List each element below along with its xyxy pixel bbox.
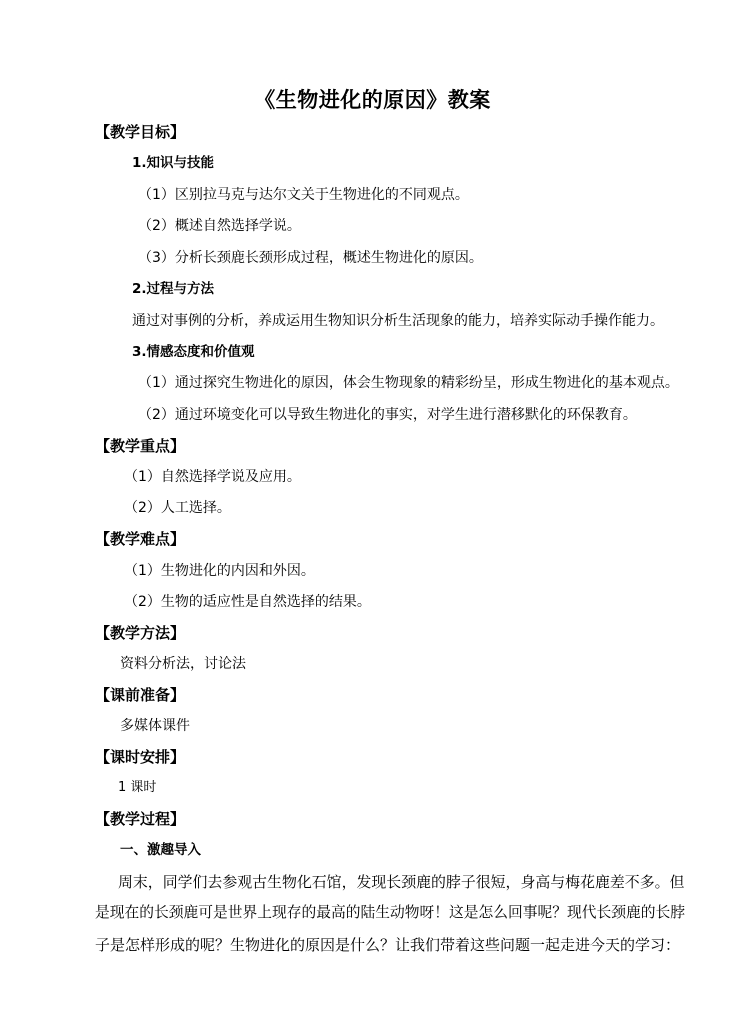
knowledge-item: （3）分析长颈鹿长颈形成过程，概述生物进化的原因。	[138, 250, 483, 266]
attitude-item: （1）通过探究生物进化的原因，体会生物现象的精彩纷呈，形成生物进化的基本观点。	[138, 375, 679, 391]
objectives-heading: 【教学目标】	[95, 123, 186, 141]
document-title: 《生物进化的原因》教案	[254, 87, 491, 112]
intro-paragraph-line: 子是怎样形成的呢？生物进化的原因是什么？让我们带着这些问题一起走进今天的学习：	[95, 936, 681, 954]
knowledge-heading: 1.知识与技能	[132, 155, 215, 171]
schedule-heading: 【课时安排】	[95, 748, 186, 766]
key-points-heading: 【教学重点】	[95, 437, 186, 455]
difficulty-item: （1）生物进化的内因和外因。	[124, 563, 315, 579]
intro-step-heading: 一、激趣导入	[120, 842, 201, 858]
preparation-heading: 【课前准备】	[95, 686, 186, 704]
methods-heading: 【教学方法】	[95, 624, 186, 642]
key-point-item: （2）人工选择。	[124, 500, 231, 516]
preparation-text: 多媒体课件	[120, 718, 190, 734]
teaching-process-heading: 【教学过程】	[95, 810, 186, 828]
methods-text: 资料分析法，讨论法	[120, 656, 246, 672]
intro-paragraph-line: 周末，同学们去参观古生物化石馆，发现长颈鹿的脖子很短，身高与梅花鹿差不多。但	[118, 873, 685, 891]
knowledge-item: （1）区别拉马克与达尔文关于生物进化的不同观点。	[138, 187, 469, 203]
intro-paragraph-line: 是现在的长颈鹿可是世界上现存的最高的陆生动物呀！这是怎么回事呢？现代长颈鹿的长脖	[95, 904, 685, 921]
process-method-heading: 2.过程与方法	[132, 281, 215, 297]
difficulty-item: （2）生物的适应性是自然选择的结果。	[124, 594, 371, 610]
difficulties-heading: 【教学难点】	[95, 530, 186, 548]
attitude-heading: 3.情感态度和价值观	[132, 344, 255, 360]
schedule-text: 1 课时	[118, 780, 157, 795]
knowledge-item: （2）概述自然选择学说。	[138, 218, 301, 234]
attitude-item: （2）通过环境变化可以导致生物进化的事实，对学生进行潜移默化的环保教育。	[138, 407, 637, 423]
key-point-item: （1）自然选择学说及应用。	[124, 469, 301, 485]
process-method-text: 通过对事例的分析，养成运用生物知识分析生活现象的能力，培养实际动手操作能力。	[132, 313, 664, 329]
